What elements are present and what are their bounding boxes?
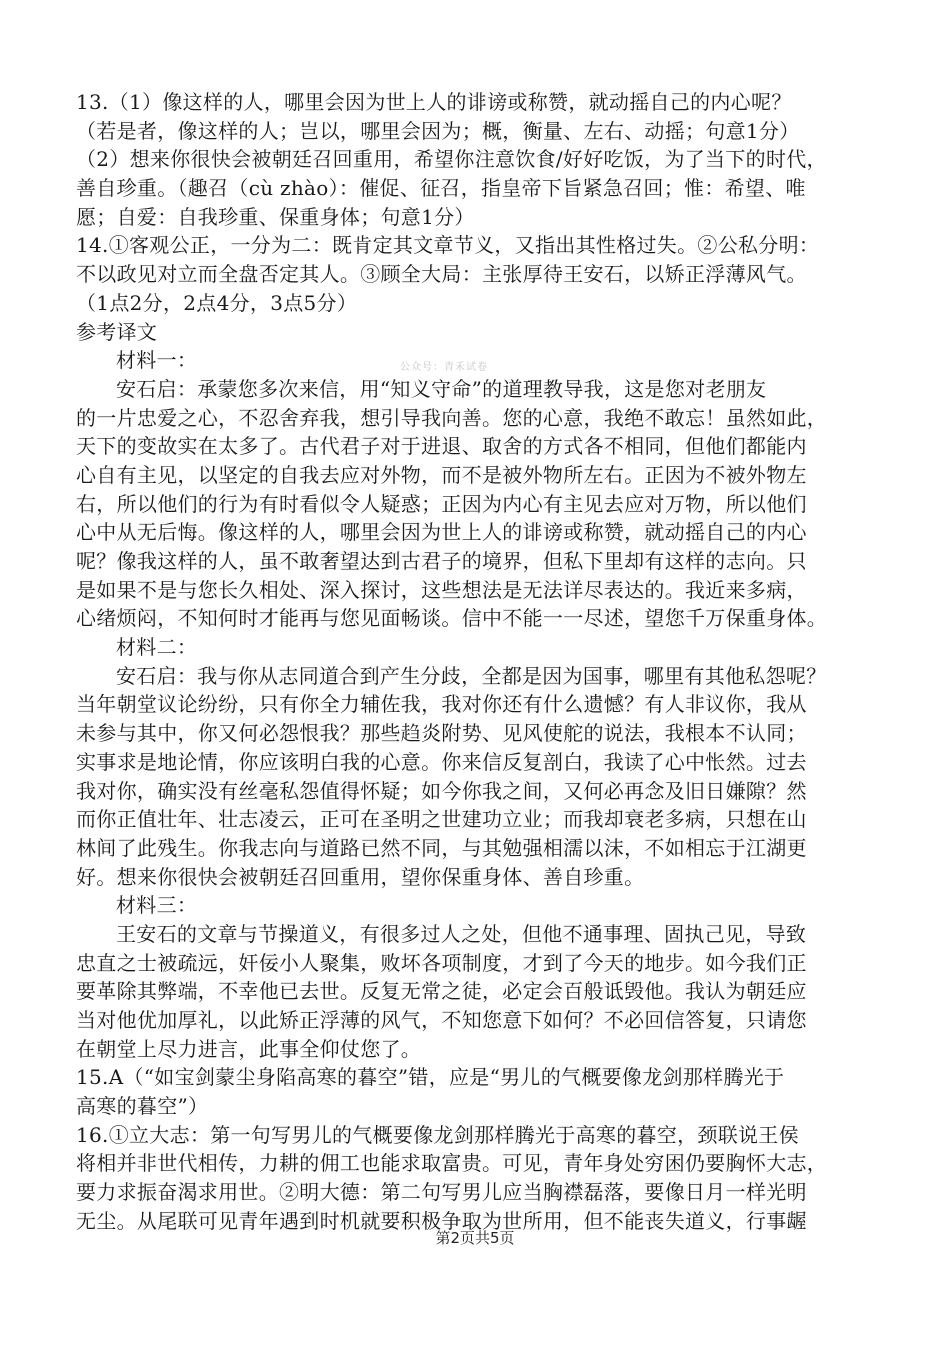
text-line: 13.（1）像这样的人，哪里会因为世上人的诽谤或称赞，就动摇自己的内心呢？ (76, 90, 792, 114)
text-line: 在朝堂上尽力进言，此事全仰仗您了。 (76, 1036, 422, 1061)
text-line: 而你正值壮年、壮志凌云，正可在圣明之世建功立业；而我却衰老多病，只想在山 (76, 807, 807, 832)
text-line: 高寒的暮空”） (76, 1094, 209, 1119)
text-line: （2）想来你很快会被朝廷召回重用，希望你注意饮食/好好吃饭，为了当下的时代， (76, 147, 827, 172)
text-line: 愿；自爱：自我珍重、保重身体；句意1分） (76, 204, 475, 229)
page-number: 第2页共5页 (435, 1229, 515, 1247)
text-line: 15.A（“如宝剑蒙尘身陷高寒的暮空”错，应是“男儿的气概要像龙剑那样腾光于 (76, 1065, 785, 1090)
text-line: 林间了此残生。你我志向与道路已然不同，与其勉强相濡以沫，不如相忘于江湖更 (76, 835, 807, 860)
text-line: 好。想来你很快会被朝廷召回重用，望你保重身体、善自珍重。 (76, 864, 645, 889)
text-line: 我对你，确实没有丝毫私怨值得怀疑；如今你我之间，又何必再念及旧日嫌隙？然 (76, 778, 807, 803)
text-line: （若是者，像这样的人；岂以，哪里会因为；概，衡量、左右、动摇；句意1分） (76, 118, 800, 143)
text-line: 呢？像我这样的人，虽不敢奢望达到古君子的境界，但私下里却有这样的志向。只 (76, 549, 807, 573)
material-heading: 材料一： (116, 348, 198, 373)
text-line: 将相并非世代相传，力耕的佣工也能求取富贵。可见，青年身处穷困仍要胸怀大志， (76, 1151, 828, 1176)
text-line: 16.①立大志：第一句写男儿的气概要像龙剑那样腾光于高寒的暮空，颈联说王侯 (76, 1122, 799, 1147)
text-line: 14.①客观公正，一分为二：既肯定其文章节义，又指出其性格过失。②公私分明： (76, 233, 820, 258)
text-line: 未参与其中，你又何必怨恨我？那些趋炎附势、见风使舵的说法，我根本不认同； (76, 721, 807, 746)
text-line: 心中从无后悔。像这样的人，哪里会因为世上人的诽谤或称赞，就动摇自己的内心 (76, 520, 807, 545)
material-heading: 材料三： (116, 893, 198, 918)
text-line: 心绪烦闷，不知何时才能再与您见面畅谈。信中不能一一尽述，望您千万保重身体。 (76, 606, 828, 631)
answer-content (76, 88, 876, 1236)
text-line: 当对他优加厚礼，以此矫正浮薄的风气，不知您意下如何？不必回信答复，只请您 (76, 1008, 807, 1032)
text-line: 心自有主见，以坚定的自我去应对外物，而不是被外物所左右。正因为不被外物左 (76, 462, 807, 487)
text-line: 不以政见对立而全盘否定其人。③顾全大局：主张厚待王安石，以矫正浮薄风气。 (76, 262, 807, 287)
text-line: 当年朝堂议论纷纷，只有你全力辅佐我，我对你还有什么遗憾？有人非议你，我从 (76, 692, 807, 717)
text-line: 是如果不是与您长久相处、深入探讨，这些想法是无法详尽表达的。我近来多病， (76, 577, 807, 602)
text-line: 的一片忠爱之心，不忍舍弃我，想引导我向善。您的心意，我绝不敢忘！虽然如此， (76, 405, 828, 430)
text-line: 善自珍重。（趣召（cù zhào）：催促、征召，指皇帝下旨紧急召回；惟：希望、唯 (76, 176, 806, 201)
text-line: 右，所以他们的行为有时看似令人疑惑；正因为内心有主见去应对万物，所以他们 (76, 491, 807, 516)
text-line: 忠直之士被疏远，奸佞小人聚集，败坏各项制度，才到了今天的地步。如今我们正 (76, 950, 807, 975)
text-line: 安石启：我与你从志同道合到产生分歧，全都是因为国事，哪里有其他私怨呢？ (116, 663, 827, 688)
text-line: 实事求是地论情，你应该明白我的心意。你来信反复剖白，我读了心中怅然。过去 (76, 749, 807, 774)
watermark: 公众号：青禾试卷 (400, 362, 488, 373)
text-line: 天下的变故实在太多了。古代君子对于进退、取舍的方式各不相同，但他们都能内 (76, 434, 807, 459)
text-line: 安石启：承蒙您多次来信，用“知义守命”的道理教导我，这是您对老朋友 (116, 376, 767, 401)
text-line: 无尘。从尾联可见青年遇到时机就要积极争取为世所用，但不能丧失道义，行事龌 (76, 1208, 807, 1233)
text-line: 要革除其弊端，不幸他已去世。反复无常之徒，必定会百般诋毁他。我认为朝廷应 (76, 979, 807, 1004)
material-heading: 材料二： (116, 635, 198, 660)
section-heading: 参考译文 (76, 319, 158, 344)
text-line: （1点2分，2点4分，3点5分） (76, 290, 358, 315)
text-line: 王安石的文章与节操道义，有很多过人之处，但他不通事理、固执己见，导致 (116, 921, 807, 946)
text-line: 要力求振奋渴求用世。②明大德：第二句写男儿应当胸襟磊落，要像日月一样光明 (76, 1180, 807, 1205)
